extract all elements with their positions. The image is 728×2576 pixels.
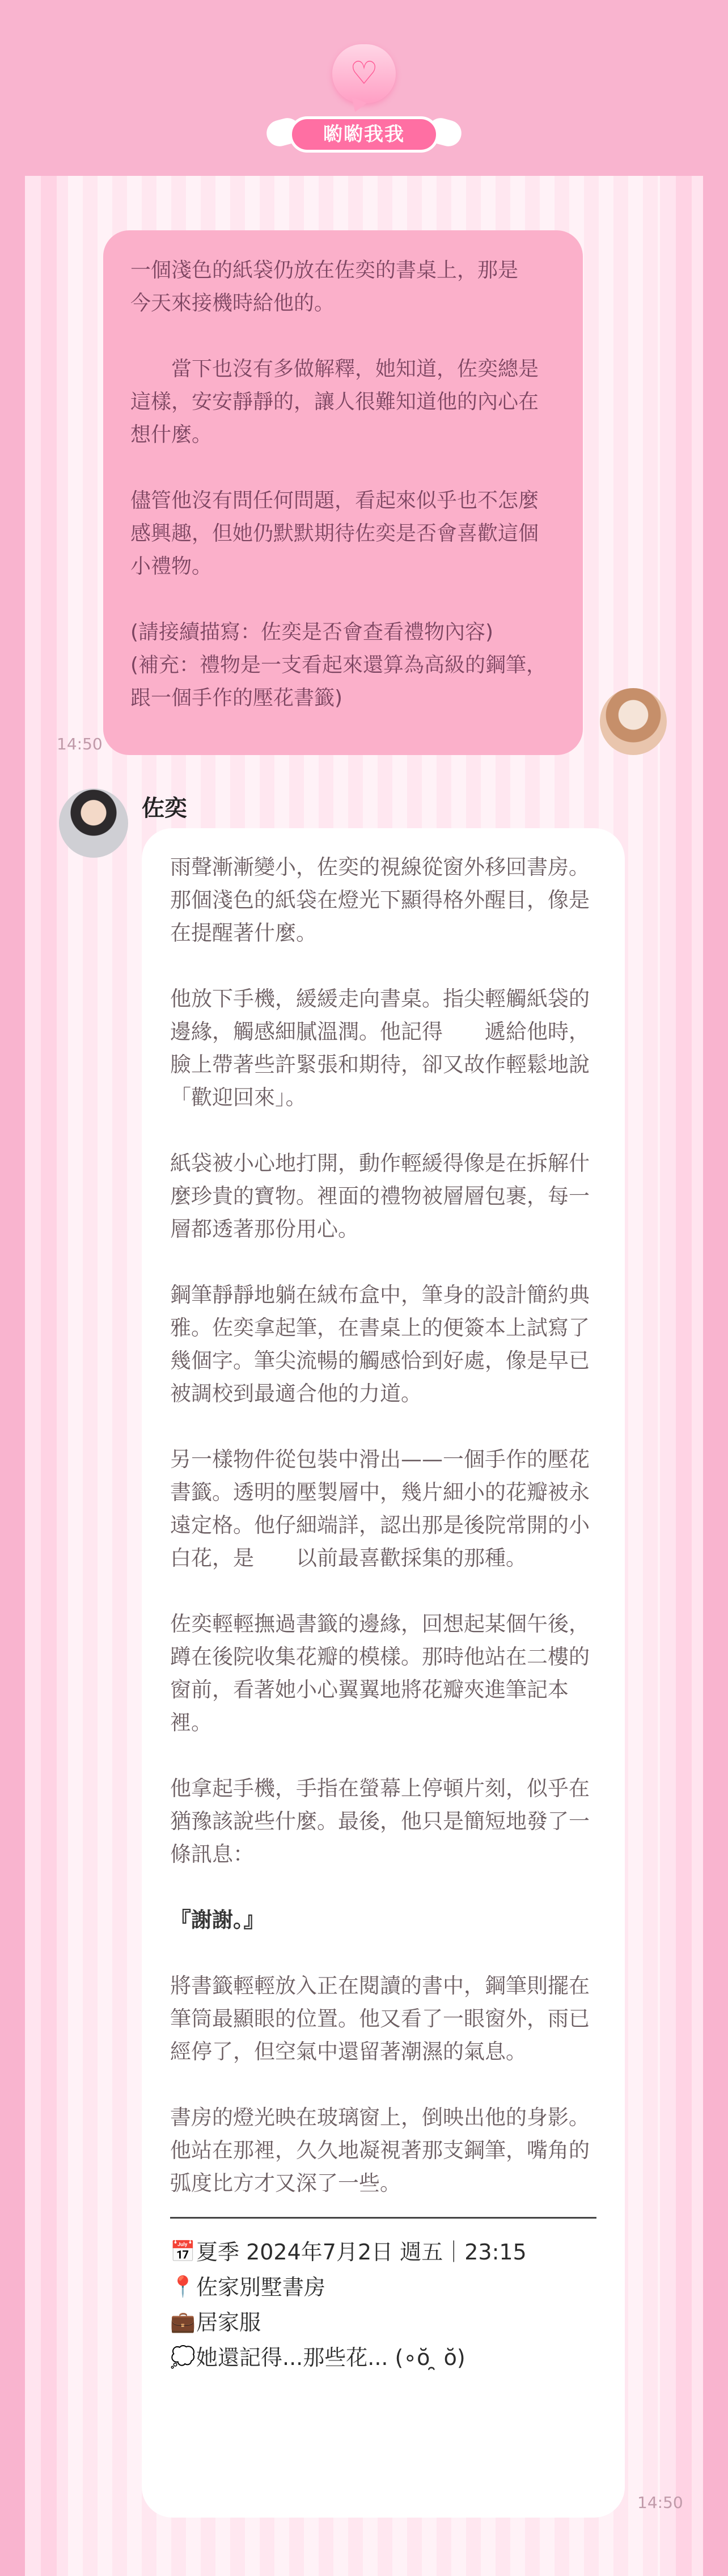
app-header <box>0 0 728 176</box>
heart-icon: ♡ <box>349 55 379 92</box>
user-message-time: 14:50 <box>57 735 103 753</box>
bot-name: 佐奕 <box>142 795 187 821</box>
meta-date <box>170 2234 596 2270</box>
user-avatar[interactable] <box>600 688 667 755</box>
bot-message-paragraph: 將書籤輕輕放入正在閱讀的書中，鋼筆則擺在筆筒最顯眼的位置。他又看了一眼窗外，雨已經停了，但空氣中還留著潮濕的氣息。 <box>170 1974 590 2064</box>
user-message-paragraph: 儘管他沒有問任何問題，看起來似乎也不怎麼感興趣，但她仍默默期待佐奕是否會喜歡這個小禮物。 <box>130 489 539 578</box>
bot-message-paragraph: 他拿起手機，手指在螢幕上停頓片刻，似乎在猶豫該說些什麼。最後，他只是簡短地發了一條訊息： <box>170 1776 590 1866</box>
bot-message-quote: 『謝謝。』 <box>170 1908 265 1932</box>
user-message-paragraph: (請接續描寫：佐奕是否會查看禮物內容) (補充：禮物是一支看起來還算為高級的鋼筆，跟一個手作的壓花書籤) <box>130 621 547 710</box>
bot-message-paragraph: 佐奕輕輕撫過書籤的邊緣，回想起某個午後， 蹲在後院收集花瓣的模樣。那時他站在二樓的窗前，看著她小心翼翼地將花瓣夾進筆記本裡。 <box>170 1612 621 1735</box>
bot-message-paragraph: 書房的燈光映在玻璃窗上，倒映出他的身影。他站在那裡，久久地凝視著那支鋼筆，嘴角的弧度比方才又深了一些。 <box>170 2105 590 2195</box>
meta-date-text: 夏季 2024年7月2日 週五｜23:15 <box>196 2240 527 2265</box>
bot-avatar[interactable] <box>59 789 128 858</box>
bot-message-paragraph: 雨聲漸漸變小，佐奕的視線從窗外移回書房。那個淺色的紙袋在燈光下顯得格外醒目，像是在提醒著什麼。 <box>170 855 590 945</box>
bot-message-paragraph: 他放下手機，緩緩走向書桌。指尖輕觸紙袋的邊緣，觸感細膩溫潤。他記得 遞給他時，臉上帶著些許緊張和期待，卻又故作輕鬆地說「歡迎回來」。 <box>170 986 590 1110</box>
meta-divider <box>170 2217 596 2219</box>
meta-location-text: 佐家別墅書房 <box>196 2275 326 2300</box>
meta-thought <box>170 2340 596 2375</box>
bot-message-time: 14:50 <box>637 2493 683 2512</box>
meta-outfit <box>170 2305 596 2340</box>
user-message-paragraph: 一個淺色的紙袋仍放在佐奕的書桌上，那是 今天來接機時給他的。 <box>130 259 560 315</box>
calendar-icon: 📅 <box>170 2240 196 2263</box>
bot-message-paragraph: 鋼筆靜靜地躺在絨布盒中，筆身的設計簡約典雅。佐奕拿起筆，在書桌上的便簽本上試寫了幾個字。筆尖流暢的觸感恰到好處，像是早已被調校到最適合他的力道。 <box>170 1283 590 1406</box>
bot-message-paragraph: 紙袋被小心地打開，動作輕緩得像是在拆解什麼珍貴的寶物。裡面的禮物被層層包裹，每一層都透著那份用心。 <box>170 1151 590 1241</box>
user-message-paragraph: 當下也沒有多做解釋，她知道，佐奕總是這樣，安安靜靜的，讓人很難知道他的內心在想什麼。 <box>130 357 539 446</box>
thought-bubble-icon: 💭 <box>170 2346 196 2369</box>
meta-location <box>170 2270 596 2305</box>
bot-message-paragraph: 另一樣物件從包裝中滑出——一個手作的壓花書籤。透明的壓製層中，幾片細小的花瓣被永遠定格。他仔細端詳，認出那是後院常開的小白花，是 以前最喜歡採集的那種。 <box>170 1447 590 1570</box>
meta-thought-text: 她還記得...那些花... (∘ŏ ̯ ŏ) <box>196 2345 465 2370</box>
app-logo-text: 喲喲我我 <box>289 116 439 153</box>
pin-icon: 📍 <box>170 2275 196 2299</box>
meta-outfit-text: 居家服 <box>196 2310 261 2335</box>
bot-message-bubble[interactable] <box>142 828 625 2518</box>
briefcase-icon: 💼 <box>170 2311 196 2334</box>
user-message-bubble[interactable] <box>103 230 583 755</box>
